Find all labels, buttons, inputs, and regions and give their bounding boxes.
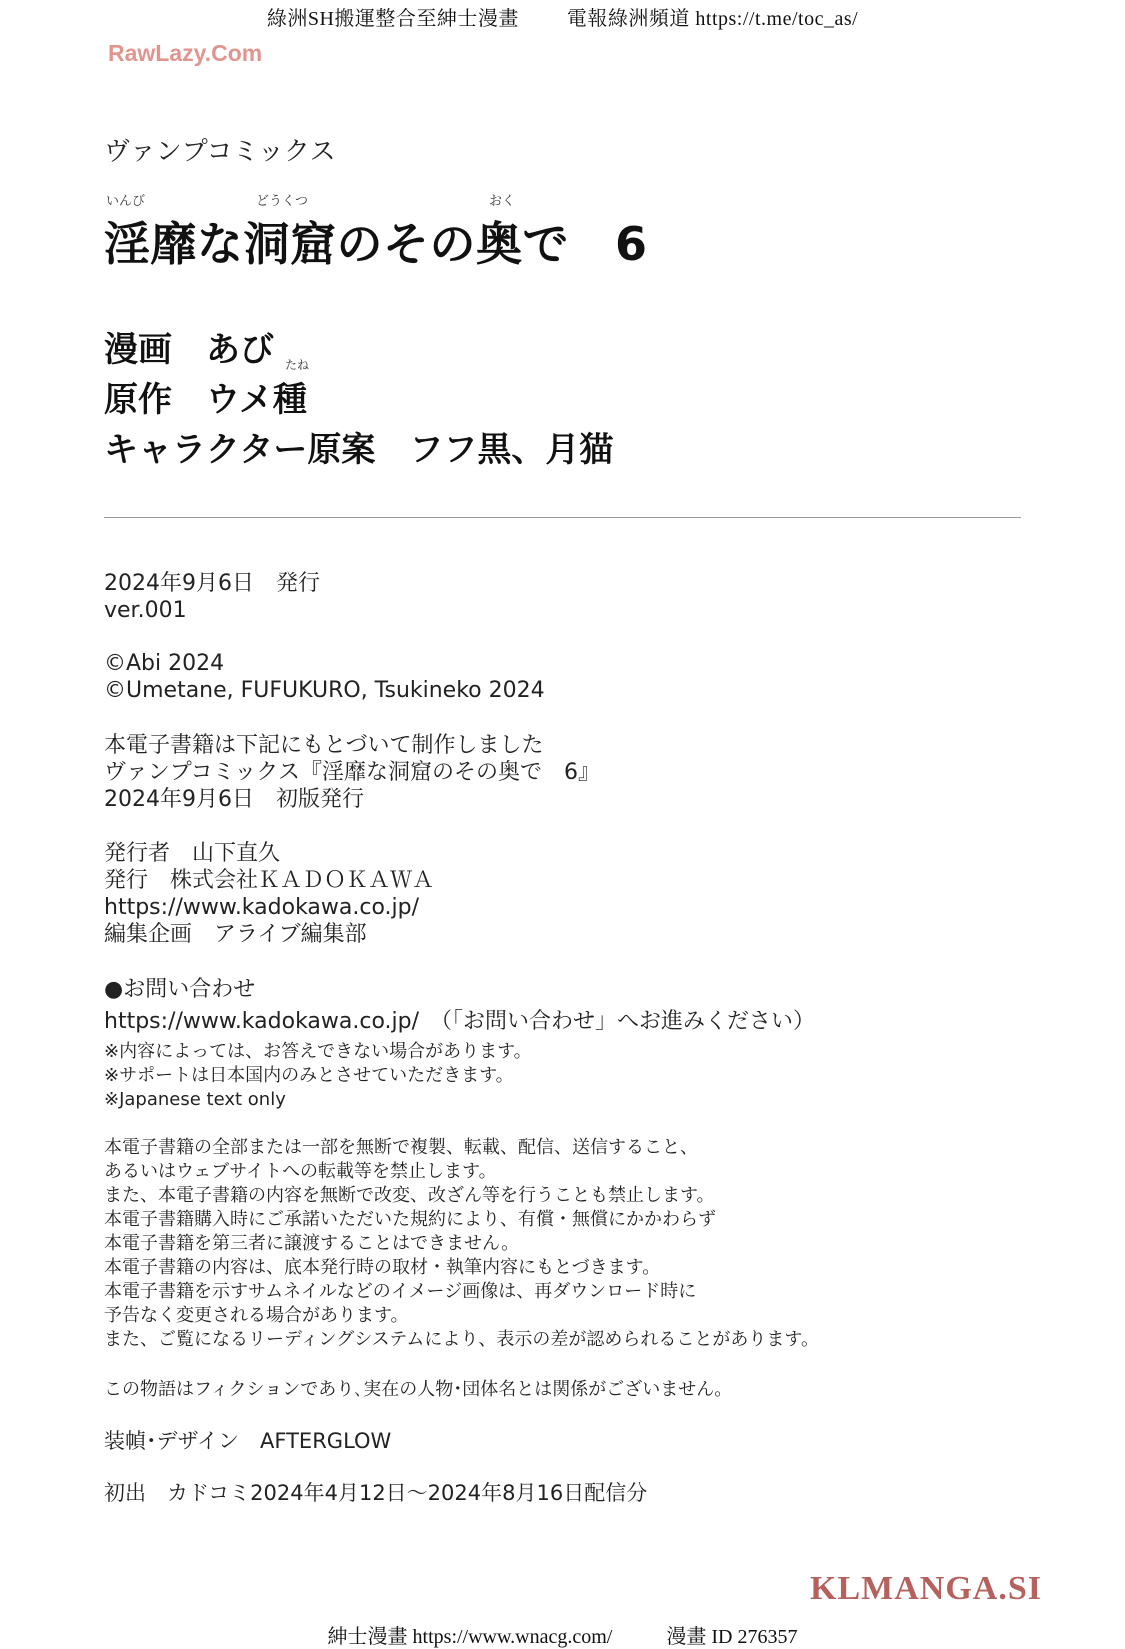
credit-name: あび bbox=[206, 330, 274, 370]
copyright-line: ©Umetane, FUFUKURO, Tsukineko 2024 bbox=[104, 678, 545, 703]
legal-line: 本電子書籍を第三者に譲渡することはできません。 bbox=[104, 1233, 520, 1254]
publication-info bbox=[104, 570, 320, 624]
legal-line: 本電子書籍を示すサムネイルなどのイメージ画像は、再ダウンロード時に bbox=[104, 1281, 697, 1302]
version: ver.001 bbox=[104, 598, 187, 623]
source-line: ヴァンプコミックス『淫靡な洞窟のその奥で 6』 bbox=[104, 760, 601, 785]
top-banner-left: 綠洲SH搬運整合至紳士漫畫 bbox=[266, 8, 519, 30]
publisher-line: 編集企画 アライブ編集部 bbox=[104, 922, 367, 947]
inquiry-note: ※Japanese text only bbox=[104, 1089, 286, 1110]
copyright-line: ©Abi 2024 bbox=[104, 651, 225, 676]
source-line: 2024年9月6日 初版発行 bbox=[104, 787, 364, 812]
watermark-top: RawLazy.Com bbox=[108, 40, 263, 66]
legal-line: 本電子書籍購入時にご承諾いただいた規約により、有償・無償にかかわらず bbox=[104, 1209, 716, 1230]
volume-number: 6 bbox=[615, 217, 648, 271]
inquiry-url-line: https://www.kadokawa.co.jp/ （「お問い合わせ」へお進みください） bbox=[104, 1009, 816, 1034]
book-title-text: 淫靡な洞窟のその奥で bbox=[104, 217, 569, 271]
publisher-block bbox=[104, 840, 434, 948]
bottom-banner bbox=[0, 1620, 1125, 1649]
top-banner bbox=[0, 2, 1125, 31]
imprint-label: ヴァンプコミックス bbox=[104, 137, 336, 167]
credit-role: 原作 bbox=[104, 380, 172, 420]
publisher-line: 発行者 山下直久 bbox=[104, 841, 281, 866]
legal-block bbox=[104, 1136, 819, 1352]
legal-line: また、ご覧になるリーディングシステムにより、表示の差が認められることがあります。 bbox=[104, 1329, 819, 1350]
title-ruby bbox=[104, 190, 648, 208]
inquiry-notes bbox=[104, 1040, 532, 1112]
credit-original bbox=[104, 358, 310, 421]
legal-line: 本電子書籍の全部または一部を無断で複製、転載、配信、送信すること、 bbox=[104, 1137, 698, 1158]
legal-line: あるいはウェブサイトへの転載等を禁止します。 bbox=[104, 1161, 497, 1182]
credit-name: フフ黒、月猫 bbox=[409, 430, 614, 470]
source-block bbox=[104, 732, 600, 813]
source-line: 本電子書籍は下記にもとづいて制作しました bbox=[104, 733, 544, 758]
legal-line: また、本電子書籍の内容を無断で改変、改ざん等を行うことも禁止します。 bbox=[104, 1185, 715, 1206]
ruby-oku: おく bbox=[489, 194, 516, 209]
credit-role: 漫画 bbox=[104, 330, 172, 370]
ruby-doukutsu: どうくつ bbox=[256, 194, 309, 209]
publisher-url: https://www.kadokawa.co.jp/ bbox=[104, 895, 420, 920]
ruby-inbi: いんび bbox=[106, 194, 146, 209]
inquiry-note: ※内容によっては、お答えできない場合があります。 bbox=[104, 1041, 532, 1062]
copyright-block bbox=[104, 650, 545, 704]
inquiry-heading: ●お問い合わせ bbox=[104, 977, 256, 1002]
divider bbox=[104, 517, 1021, 518]
publisher-line: 発行 株式会社ＫＡＤＯＫＡＷＡ bbox=[104, 868, 435, 893]
legal-line: 本電子書籍の内容は、底本発行時の取材・執筆内容にもとづきます。 bbox=[104, 1257, 661, 1278]
watermark-bottom: KLMANGA.SI bbox=[810, 1570, 1042, 1607]
legal-line: 予告なく変更される場合があります。 bbox=[104, 1305, 409, 1326]
credit-character-design bbox=[104, 422, 613, 471]
credit-name: ウメ種 bbox=[206, 380, 307, 420]
credit-manga bbox=[104, 322, 274, 371]
inquiry-note: ※サポートは日本国内のみとさせていただきます。 bbox=[104, 1065, 514, 1086]
top-banner-right: 電報綠洲頻道 https://t.me/toc_as/ bbox=[566, 8, 859, 30]
credit-ruby: たね bbox=[285, 358, 310, 372]
book-title bbox=[104, 208, 648, 274]
bottom-banner-left: 紳士漫畫 https://www.wnacg.com/ bbox=[327, 1626, 613, 1648]
bottom-banner-right: 漫畫 ID 276357 bbox=[666, 1626, 798, 1648]
title-block bbox=[104, 190, 648, 274]
design-credit: 装幀･デザイン AFTERGLOW bbox=[104, 1429, 392, 1453]
first-appearance: 初出 カドコミ2024年4月12日〜2024年8月16日配信分 bbox=[104, 1481, 648, 1505]
fiction-note: この物語はフィクションであり､実在の人物･団体名とは関係がございません｡ bbox=[104, 1379, 724, 1400]
publication-date: 2024年9月6日 bbox=[104, 571, 254, 596]
publication-type: 発行 bbox=[275, 571, 320, 596]
credit-role: キャラクター原案 bbox=[104, 430, 376, 470]
